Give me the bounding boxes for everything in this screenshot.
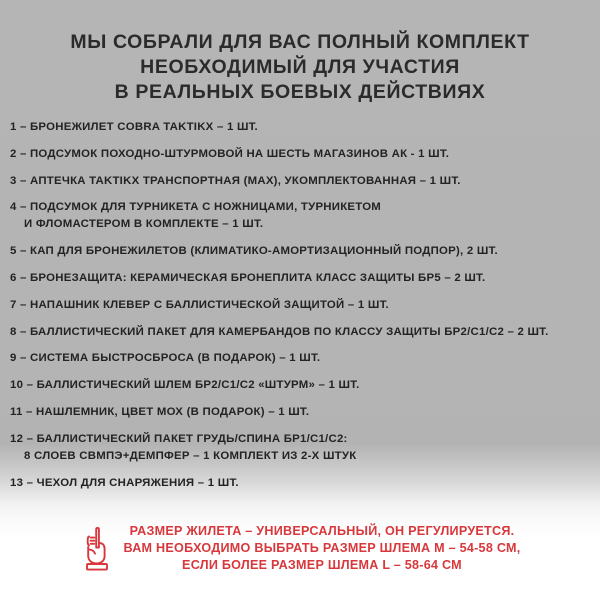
list-item-line-1: 8 – БАЛЛИСТИЧЕСКИЙ ПАКЕТ ДЛЯ КАМЕРБАНДОВ ПО КЛАССУ ЗАЩИТЫ БР2/С1/С2 – 2 ШТ. — [10, 325, 549, 338]
list-item-line-1: 3 – АПТЕЧКА TAKTIKX ТРАНСПОРТНАЯ (MAX), УКОМПЛЕКТОВАННАЯ – 1 ШТ. — [10, 174, 461, 187]
list-item-line-1: 13 – ЧЕХОЛ ДЛЯ СНАРЯЖЕНИЯ – 1 ШТ. — [10, 476, 239, 489]
list-item — [10, 200, 592, 231]
list-item — [10, 120, 592, 134]
list-item — [10, 351, 592, 365]
list-item-line-1: 9 – СИСТЕМА БЫСТРОСБРОСА (В ПОДАРОК) – 1 ШТ. — [10, 352, 321, 365]
list-item — [10, 298, 592, 312]
list-item — [10, 325, 592, 339]
poster-header — [0, 0, 600, 105]
footer-note — [0, 523, 600, 574]
list-item-line-1: 6 – БРОНЕЗАЩИТА: КЕРАМИЧЕСКАЯ БРОНЕПЛИТА КЛАСС ЗАЩИТЫ БР5 – 2 ШТ. — [10, 271, 486, 284]
list-item — [10, 378, 592, 392]
footer-line-3: ЕСЛИ БОЛЕЕ РАЗМЕР ШЛЕМА L – 58-64 СМ — [182, 558, 462, 572]
list-item — [10, 476, 592, 490]
list-item — [10, 405, 592, 419]
footer-line-1: РАЗМЕР ЖИЛЕТА – УНИВЕРСАЛЬНЫЙ, ОН РЕГУЛИРУЕТСЯ. — [129, 524, 515, 538]
list-item-line-1: 10 – БАЛЛИСТИЧЕСКИЙ ШЛЕМ БР2/С1/С2 «ШТУРМ» – 1 ШТ. — [10, 379, 360, 392]
list-item — [10, 244, 592, 258]
pointing-up-hand-icon — [80, 525, 114, 573]
list-item — [10, 147, 592, 161]
headline-line-1: МЫ СОБРАЛИ ДЛЯ ВАС ПОЛНЫЙ КОМПЛЕКТ — [70, 31, 530, 53]
list-item-line-2: 8 СЛОЕВ СВМПЭ+ДЕМПФЕР – 1 КОМПЛЕКТ ИЗ 2-Х ШТУК — [24, 449, 357, 462]
list-item-line-1: 4 – ПОДСУМОК ДЛЯ ТУРНИКЕТА С НОЖНИЦАМИ, ТУРНИКЕТОМ — [10, 201, 382, 214]
list-item-line-1: 2 – ПОДСУМОК ПОХОДНО-ШТУРМОВОЙ НА ШЕСТЬ МАГАЗИНОВ АК - 1 ШТ. — [10, 147, 450, 160]
list-item — [10, 271, 592, 285]
list-item-line-1: 12 – БАЛЛИСТИЧЕСКИЙ ПАКЕТ ГРУДЬ/СПИНА БР1/С1/С2: — [10, 432, 348, 445]
footer-text-block — [124, 523, 521, 574]
list-item-line-1: 7 – НАПАШНИК КЛЕВЕР С БАЛЛИСТИЧЕСКОЙ ЗАЩИТОЙ – 1 ШТ. — [10, 298, 389, 311]
list-item-line-1: 5 – КАП ДЛЯ БРОНЕЖИЛЕТОВ (КЛИМАТИКО-АМОРТИЗАЦИОННЫЙ ПОДПОР), 2 ШТ. — [10, 245, 498, 258]
footer-line-2: ВАМ НЕОБХОДИМО ВЫБРАТЬ РАЗМЕР ШЛЕМА M – 54-58 СМ, — [123, 541, 521, 555]
list-item-line-1: 1 – БРОНЕЖИЛЕТ COBRA TAKTIKX – 1 ШТ. — [10, 121, 258, 133]
equipment-list — [10, 120, 592, 502]
headline-line-3: В РЕАЛЬНЫХ БОЕВЫХ ДЕЙСТВИЯХ — [114, 81, 486, 103]
list-item — [10, 174, 592, 188]
list-item-line-2: И ФЛОМАСТЕРОМ В КОМПЛЕКТЕ – 1 ШТ. — [24, 218, 264, 231]
list-item-line-1: 11 – НАШЛЕМНИК, ЦВЕТ МОХ (В ПОДАРОК) – 1 ШТ. — [10, 405, 310, 418]
headline-line-2: НЕОБХОДИМЫЙ ДЛЯ УЧАСТИЯ — [140, 56, 460, 78]
list-item — [10, 432, 592, 463]
